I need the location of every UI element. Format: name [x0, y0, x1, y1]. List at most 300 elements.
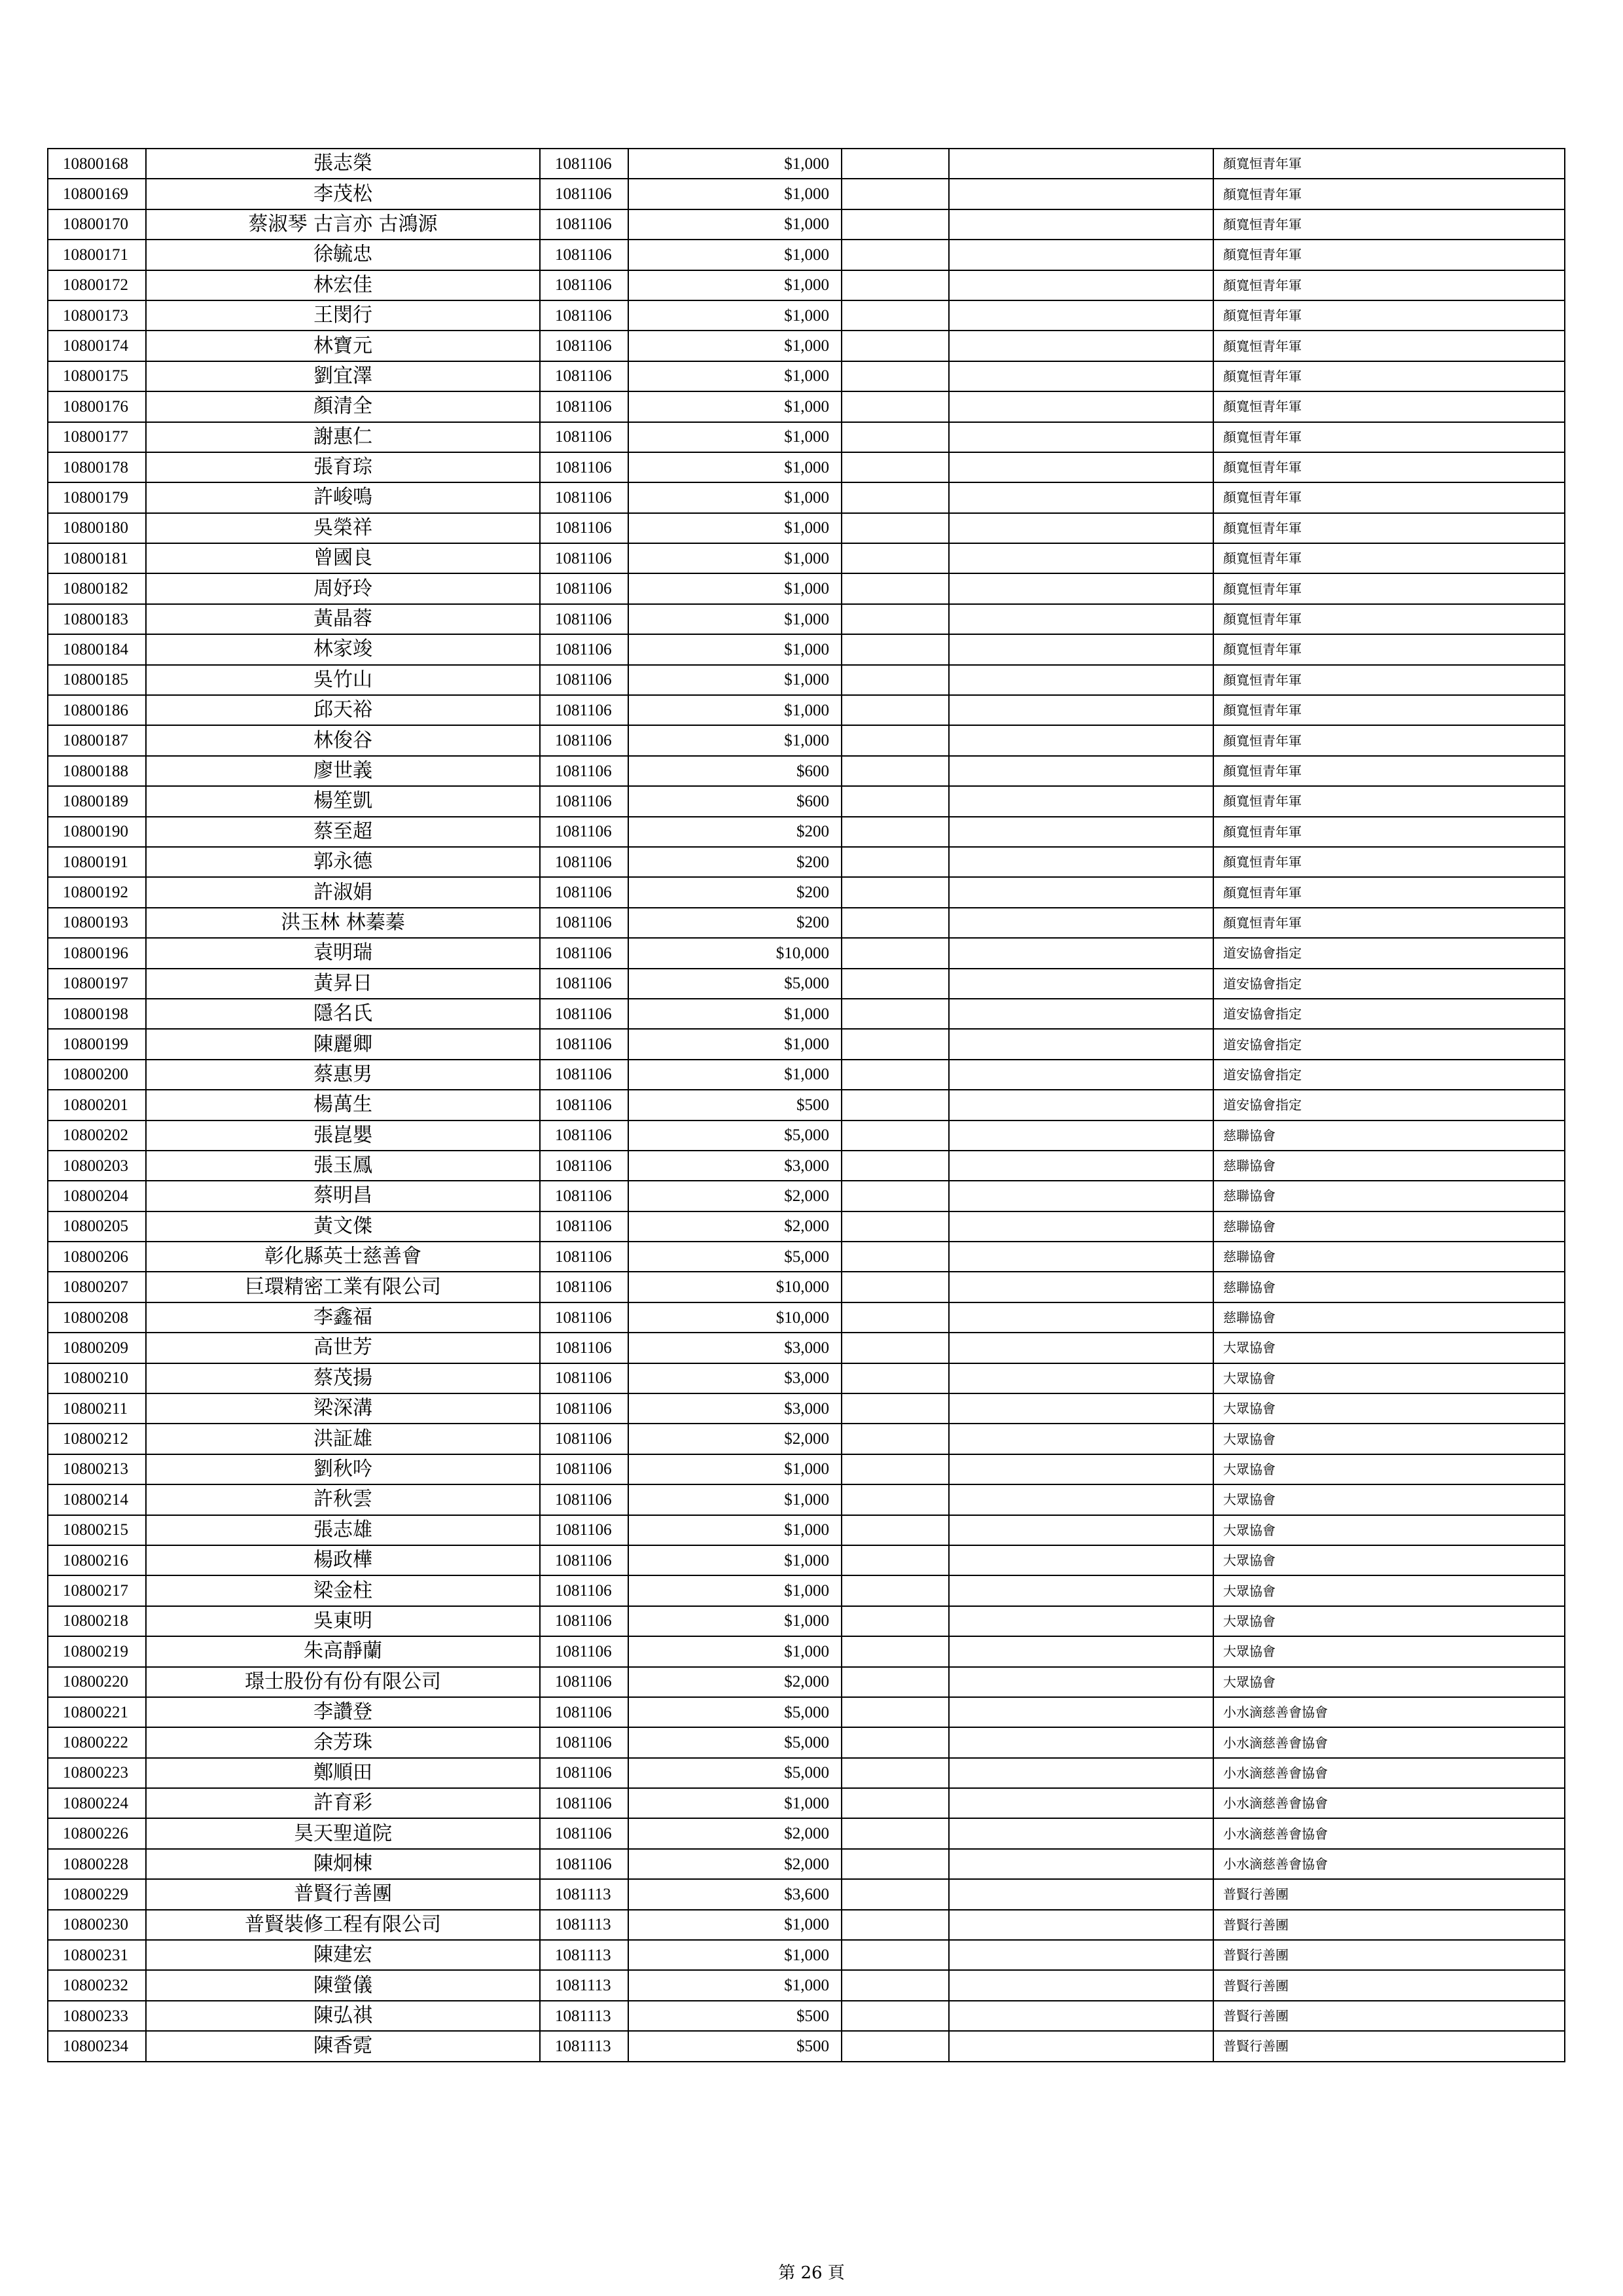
- table-row: [48, 1151, 1565, 1181]
- ledger-body: [48, 149, 1565, 2062]
- donation-date-cell: 1081106: [540, 1363, 628, 1393]
- note-cell: 普賢行善團: [1213, 1910, 1565, 1940]
- amount-cell: $5,000: [628, 969, 842, 999]
- donation-date-cell: 1081106: [540, 452, 628, 482]
- empty-cell: [949, 1940, 1213, 1970]
- note-cell: 道安協會指定: [1213, 938, 1565, 968]
- donor-id-cell: 10800226: [48, 1818, 146, 1848]
- table-row: [48, 1788, 1565, 1818]
- note-cell: 慈聯協會: [1213, 1302, 1565, 1333]
- note-cell: 大眾協會: [1213, 1424, 1565, 1454]
- table-row: [48, 1575, 1565, 1605]
- table-row: [48, 1302, 1565, 1333]
- empty-cell: [842, 240, 949, 270]
- empty-cell: [842, 1545, 949, 1575]
- note-cell: 大眾協會: [1213, 1575, 1565, 1605]
- empty-cell: [842, 1697, 949, 1727]
- note-cell: 道安協會指定: [1213, 1029, 1565, 1059]
- note-cell: 大眾協會: [1213, 1636, 1565, 1666]
- table-row: [48, 331, 1565, 361]
- table-row: [48, 1029, 1565, 1059]
- empty-cell: [949, 634, 1213, 664]
- note-cell: 小水滴慈善會協會: [1213, 1818, 1565, 1848]
- donation-date-cell: 1081106: [540, 209, 628, 240]
- table-row: [48, 513, 1565, 543]
- empty-cell: [949, 969, 1213, 999]
- donation-date-cell: 1081106: [540, 1393, 628, 1424]
- donation-date-cell: 1081106: [540, 1333, 628, 1363]
- note-cell: 顏寬恒青年軍: [1213, 482, 1565, 512]
- empty-cell: [842, 1393, 949, 1424]
- table-row: [48, 938, 1565, 968]
- note-cell: 大眾協會: [1213, 1484, 1565, 1515]
- table-row: [48, 1211, 1565, 1242]
- donor-name-cell: 余芳珠: [146, 1727, 540, 1757]
- donation-date-cell: 1081106: [540, 300, 628, 331]
- note-cell: 普賢行善團: [1213, 2001, 1565, 2031]
- donor-name-cell: 蔡惠男: [146, 1060, 540, 1090]
- amount-cell: $2,000: [628, 1849, 842, 1879]
- amount-cell: $1,000: [628, 1606, 842, 1636]
- empty-cell: [842, 695, 949, 725]
- empty-cell: [949, 1758, 1213, 1788]
- amount-cell: $2,000: [628, 1181, 842, 1211]
- donation-date-cell: 1081106: [540, 756, 628, 786]
- table-row: [48, 1970, 1565, 2000]
- amount-cell: $1,000: [628, 1575, 842, 1605]
- amount-cell: $1,000: [628, 1910, 842, 1940]
- empty-cell: [842, 634, 949, 664]
- empty-cell: [949, 1302, 1213, 1333]
- empty-cell: [842, 756, 949, 786]
- amount-cell: $1,000: [628, 725, 842, 755]
- donor-id-cell: 10800200: [48, 1060, 146, 1090]
- donor-id-cell: 10800220: [48, 1667, 146, 1697]
- donation-date-cell: 1081106: [540, 422, 628, 452]
- empty-cell: [949, 1484, 1213, 1515]
- table-row: [48, 209, 1565, 240]
- donor-name-cell: 彰化縣英士慈善會: [146, 1242, 540, 1272]
- donor-id-cell: 10800213: [48, 1454, 146, 1484]
- table-row: [48, 969, 1565, 999]
- donor-name-cell: 楊笙凱: [146, 786, 540, 816]
- donor-name-cell: 許淑娟: [146, 877, 540, 907]
- empty-cell: [949, 847, 1213, 877]
- amount-cell: $5,000: [628, 1121, 842, 1151]
- amount-cell: $600: [628, 756, 842, 786]
- donor-id-cell: 10800192: [48, 877, 146, 907]
- empty-cell: [842, 1758, 949, 1788]
- note-cell: 顏寬恒青年軍: [1213, 573, 1565, 603]
- donation-date-cell: 1081106: [540, 1090, 628, 1120]
- table-row: [48, 2001, 1565, 2031]
- donation-date-cell: 1081106: [540, 969, 628, 999]
- amount-cell: $1,000: [628, 1970, 842, 2000]
- empty-cell: [949, 1424, 1213, 1454]
- donation-date-cell: 1081106: [540, 1151, 628, 1181]
- table-row: [48, 1727, 1565, 1757]
- empty-cell: [842, 908, 949, 938]
- empty-cell: [842, 817, 949, 847]
- empty-cell: [842, 1181, 949, 1211]
- note-cell: 顏寬恒青年軍: [1213, 543, 1565, 573]
- amount-cell: $1,000: [628, 240, 842, 270]
- empty-cell: [949, 1667, 1213, 1697]
- donor-id-cell: 10800219: [48, 1636, 146, 1666]
- empty-cell: [949, 149, 1213, 179]
- table-row: [48, 1484, 1565, 1515]
- empty-cell: [842, 969, 949, 999]
- note-cell: 顏寬恒青年軍: [1213, 179, 1565, 209]
- donor-id-cell: 10800174: [48, 331, 146, 361]
- note-cell: 顏寬恒青年軍: [1213, 817, 1565, 847]
- donation-date-cell: 1081106: [540, 1060, 628, 1090]
- amount-cell: $5,000: [628, 1697, 842, 1727]
- table-row: [48, 452, 1565, 482]
- note-cell: 大眾協會: [1213, 1606, 1565, 1636]
- table-row: [48, 1333, 1565, 1363]
- amount-cell: $10,000: [628, 938, 842, 968]
- donation-date-cell: 1081106: [540, 543, 628, 573]
- empty-cell: [842, 1121, 949, 1151]
- empty-cell: [842, 422, 949, 452]
- table-row: [48, 877, 1565, 907]
- donor-name-cell: 吳竹山: [146, 665, 540, 695]
- donor-id-cell: 10800212: [48, 1424, 146, 1454]
- note-cell: 顏寬恒青年軍: [1213, 634, 1565, 664]
- table-row: [48, 786, 1565, 816]
- note-cell: 大眾協會: [1213, 1333, 1565, 1363]
- donation-date-cell: 1081113: [540, 1970, 628, 2000]
- donation-date-cell: 1081106: [540, 1667, 628, 1697]
- donation-date-cell: 1081106: [540, 1545, 628, 1575]
- note-cell: 慈聯協會: [1213, 1181, 1565, 1211]
- note-cell: 慈聯協會: [1213, 1211, 1565, 1242]
- empty-cell: [949, 482, 1213, 512]
- empty-cell: [842, 1333, 949, 1363]
- amount-cell: $1,000: [628, 422, 842, 452]
- table-row: [48, 1424, 1565, 1454]
- table-row: [48, 1090, 1565, 1120]
- donation-date-cell: 1081106: [540, 270, 628, 300]
- donor-id-cell: 10800231: [48, 1940, 146, 1970]
- note-cell: 道安協會指定: [1213, 999, 1565, 1029]
- amount-cell: $1,000: [628, 665, 842, 695]
- donor-name-cell: 鄭順田: [146, 1758, 540, 1788]
- table-row: [48, 361, 1565, 391]
- note-cell: 顏寬恒青年軍: [1213, 908, 1565, 938]
- empty-cell: [949, 1515, 1213, 1545]
- table-row: [48, 1758, 1565, 1788]
- empty-cell: [842, 300, 949, 331]
- note-cell: 道安協會指定: [1213, 969, 1565, 999]
- empty-cell: [949, 1575, 1213, 1605]
- amount-cell: $1,000: [628, 1515, 842, 1545]
- donor-name-cell: 黃晶蓉: [146, 604, 540, 634]
- donation-date-cell: 1081113: [540, 2001, 628, 2031]
- donor-name-cell: 楊政樺: [146, 1545, 540, 1575]
- empty-cell: [949, 725, 1213, 755]
- table-row: [48, 847, 1565, 877]
- amount-cell: $3,000: [628, 1393, 842, 1424]
- empty-cell: [842, 665, 949, 695]
- table-row: [48, 665, 1565, 695]
- amount-cell: $1,000: [628, 452, 842, 482]
- note-cell: 顏寬恒青年軍: [1213, 604, 1565, 634]
- empty-cell: [949, 1393, 1213, 1424]
- empty-cell: [949, 665, 1213, 695]
- amount-cell: $1,000: [628, 482, 842, 512]
- donor-name-cell: 林家竣: [146, 634, 540, 664]
- empty-cell: [842, 847, 949, 877]
- empty-cell: [949, 422, 1213, 452]
- donor-name-cell: 陳建宏: [146, 1940, 540, 1970]
- donor-name-cell: 黃昇日: [146, 969, 540, 999]
- amount-cell: $1,000: [628, 604, 842, 634]
- donor-name-cell: 璟士股份有份有限公司: [146, 1667, 540, 1697]
- empty-cell: [949, 240, 1213, 270]
- empty-cell: [842, 1818, 949, 1848]
- empty-cell: [842, 1910, 949, 1940]
- note-cell: 顏寬恒青年軍: [1213, 695, 1565, 725]
- donor-name-cell: 蔡明昌: [146, 1181, 540, 1211]
- donor-name-cell: 普賢行善團: [146, 1879, 540, 1909]
- donation-date-cell: 1081106: [540, 1272, 628, 1302]
- empty-cell: [949, 270, 1213, 300]
- donor-name-cell: 隱名氏: [146, 999, 540, 1029]
- table-row: [48, 1879, 1565, 1909]
- note-cell: 大眾協會: [1213, 1667, 1565, 1697]
- donor-name-cell: 梁深溝: [146, 1393, 540, 1424]
- table-row: [48, 482, 1565, 512]
- table-row: [48, 422, 1565, 452]
- note-cell: 顏寬恒青年軍: [1213, 331, 1565, 361]
- empty-cell: [842, 1272, 949, 1302]
- donor-id-cell: 10800197: [48, 969, 146, 999]
- note-cell: 道安協會指定: [1213, 1060, 1565, 1090]
- empty-cell: [842, 270, 949, 300]
- donor-id-cell: 10800208: [48, 1302, 146, 1333]
- donation-date-cell: 1081106: [540, 847, 628, 877]
- empty-cell: [949, 2001, 1213, 2031]
- donor-name-cell: 顏清全: [146, 391, 540, 422]
- donor-id-cell: 10800230: [48, 1910, 146, 1940]
- donor-id-cell: 10800179: [48, 482, 146, 512]
- note-cell: 顏寬恒青年軍: [1213, 270, 1565, 300]
- note-cell: 大眾協會: [1213, 1515, 1565, 1545]
- donation-date-cell: 1081106: [540, 786, 628, 816]
- table-row: [48, 1545, 1565, 1575]
- empty-cell: [842, 1788, 949, 1818]
- empty-cell: [842, 2031, 949, 2061]
- donor-id-cell: 10800168: [48, 149, 146, 179]
- empty-cell: [842, 786, 949, 816]
- donor-id-cell: 10800169: [48, 179, 146, 209]
- empty-cell: [949, 604, 1213, 634]
- donor-id-cell: 10800189: [48, 786, 146, 816]
- table-row: [48, 543, 1565, 573]
- donation-date-cell: 1081106: [540, 1758, 628, 1788]
- donation-date-cell: 1081106: [540, 1515, 628, 1545]
- donor-name-cell: 楊萬生: [146, 1090, 540, 1120]
- amount-cell: $3,000: [628, 1363, 842, 1393]
- empty-cell: [949, 2031, 1213, 2061]
- empty-cell: [949, 1606, 1213, 1636]
- amount-cell: $1,000: [628, 1788, 842, 1818]
- donation-date-cell: 1081113: [540, 1910, 628, 1940]
- empty-cell: [949, 756, 1213, 786]
- amount-cell: $1,000: [628, 331, 842, 361]
- note-cell: 顏寬恒青年軍: [1213, 513, 1565, 543]
- empty-cell: [842, 1151, 949, 1181]
- donor-id-cell: 10800228: [48, 1849, 146, 1879]
- donation-date-cell: 1081106: [540, 817, 628, 847]
- donation-date-cell: 1081106: [540, 665, 628, 695]
- donation-date-cell: 1081106: [540, 695, 628, 725]
- donor-id-cell: 10800172: [48, 270, 146, 300]
- donor-id-cell: 10800188: [48, 756, 146, 786]
- donor-id-cell: 10800203: [48, 1151, 146, 1181]
- donor-name-cell: 陳弘祺: [146, 2001, 540, 2031]
- donation-date-cell: 1081106: [540, 1424, 628, 1454]
- empty-cell: [949, 817, 1213, 847]
- table-row: [48, 300, 1565, 331]
- note-cell: 道安協會指定: [1213, 1090, 1565, 1120]
- donor-name-cell: 高世芳: [146, 1333, 540, 1363]
- donation-ledger-table: [47, 148, 1565, 2062]
- note-cell: 普賢行善團: [1213, 2031, 1565, 2061]
- empty-cell: [842, 452, 949, 482]
- table-row: [48, 1060, 1565, 1090]
- note-cell: 慈聯協會: [1213, 1151, 1565, 1181]
- amount-cell: $1,000: [628, 149, 842, 179]
- donation-date-cell: 1081106: [540, 877, 628, 907]
- empty-cell: [949, 908, 1213, 938]
- note-cell: 顏寬恒青年軍: [1213, 452, 1565, 482]
- table-row: [48, 1181, 1565, 1211]
- donor-id-cell: 10800207: [48, 1272, 146, 1302]
- empty-cell: [949, 1121, 1213, 1151]
- amount-cell: $200: [628, 877, 842, 907]
- donor-name-cell: 許育彩: [146, 1788, 540, 1818]
- donor-id-cell: 10800187: [48, 725, 146, 755]
- amount-cell: $5,000: [628, 1242, 842, 1272]
- note-cell: 大眾協會: [1213, 1454, 1565, 1484]
- amount-cell: $1,000: [628, 1636, 842, 1666]
- note-cell: 普賢行善團: [1213, 1879, 1565, 1909]
- donor-name-cell: 陳炯棟: [146, 1849, 540, 1879]
- table-row: [48, 634, 1565, 664]
- note-cell: 顏寬恒青年軍: [1213, 300, 1565, 331]
- page-number: 第 26 頁: [778, 2263, 845, 2283]
- empty-cell: [842, 1211, 949, 1242]
- amount-cell: $1,000: [628, 573, 842, 603]
- donor-id-cell: 10800229: [48, 1879, 146, 1909]
- note-cell: 顏寬恒青年軍: [1213, 725, 1565, 755]
- donor-name-cell: 林寶元: [146, 331, 540, 361]
- empty-cell: [842, 725, 949, 755]
- donor-name-cell: 林宏佳: [146, 270, 540, 300]
- table-row: [48, 1818, 1565, 1848]
- amount-cell: $1,000: [628, 1940, 842, 1970]
- table-row: [48, 695, 1565, 725]
- donation-date-cell: 1081106: [540, 1818, 628, 1848]
- donor-id-cell: 10800215: [48, 1515, 146, 1545]
- donor-id-cell: 10800180: [48, 513, 146, 543]
- donor-name-cell: 普賢裝修工程有限公司: [146, 1910, 540, 1940]
- donor-id-cell: 10800205: [48, 1211, 146, 1242]
- donor-name-cell: 張育琮: [146, 452, 540, 482]
- table-row: [48, 573, 1565, 603]
- donor-id-cell: 10800193: [48, 908, 146, 938]
- table-row: [48, 1636, 1565, 1666]
- amount-cell: $1,000: [628, 361, 842, 391]
- donor-id-cell: 10800234: [48, 2031, 146, 2061]
- donor-name-cell: 李茂松: [146, 179, 540, 209]
- note-cell: 顏寬恒青年軍: [1213, 786, 1565, 816]
- note-cell: 顏寬恒青年軍: [1213, 756, 1565, 786]
- empty-cell: [842, 1879, 949, 1909]
- empty-cell: [842, 1302, 949, 1333]
- empty-cell: [842, 543, 949, 573]
- empty-cell: [949, 1910, 1213, 1940]
- amount-cell: $1,000: [628, 209, 842, 240]
- empty-cell: [949, 1090, 1213, 1120]
- note-cell: 小水滴慈善會協會: [1213, 1849, 1565, 1879]
- table-row: [48, 817, 1565, 847]
- donation-date-cell: 1081106: [540, 908, 628, 938]
- amount-cell: $1,000: [628, 543, 842, 573]
- amount-cell: $1,000: [628, 179, 842, 209]
- empty-cell: [842, 1606, 949, 1636]
- empty-cell: [842, 1363, 949, 1393]
- donor-id-cell: 10800204: [48, 1181, 146, 1211]
- amount-cell: $10,000: [628, 1302, 842, 1333]
- empty-cell: [949, 209, 1213, 240]
- donor-name-cell: 陳螢儀: [146, 1970, 540, 2000]
- donor-id-cell: 10800211: [48, 1393, 146, 1424]
- note-cell: 顏寬恒青年軍: [1213, 209, 1565, 240]
- amount-cell: $1,000: [628, 270, 842, 300]
- table-row: [48, 1515, 1565, 1545]
- empty-cell: [842, 2001, 949, 2031]
- donor-id-cell: 10800233: [48, 2001, 146, 2031]
- donation-date-cell: 1081113: [540, 1879, 628, 1909]
- donor-name-cell: 劉宜澤: [146, 361, 540, 391]
- donor-name-cell: 蔡茂揚: [146, 1363, 540, 1393]
- donation-date-cell: 1081106: [540, 725, 628, 755]
- empty-cell: [949, 513, 1213, 543]
- table-row: [48, 756, 1565, 786]
- empty-cell: [842, 573, 949, 603]
- donor-name-cell: 李讚登: [146, 1697, 540, 1727]
- donor-id-cell: 10800175: [48, 361, 146, 391]
- donor-id-cell: 10800176: [48, 391, 146, 422]
- donor-name-cell: 張玉鳳: [146, 1151, 540, 1181]
- donation-date-cell: 1081106: [540, 1575, 628, 1605]
- empty-cell: [842, 1242, 949, 1272]
- empty-cell: [949, 695, 1213, 725]
- donation-date-cell: 1081106: [540, 1454, 628, 1484]
- empty-cell: [949, 1727, 1213, 1757]
- note-cell: 大眾協會: [1213, 1393, 1565, 1424]
- empty-cell: [842, 1484, 949, 1515]
- empty-cell: [842, 1970, 949, 2000]
- note-cell: 普賢行善團: [1213, 1970, 1565, 2000]
- donor-name-cell: 黃文傑: [146, 1211, 540, 1242]
- amount-cell: $5,000: [628, 1727, 842, 1757]
- amount-cell: $500: [628, 2031, 842, 2061]
